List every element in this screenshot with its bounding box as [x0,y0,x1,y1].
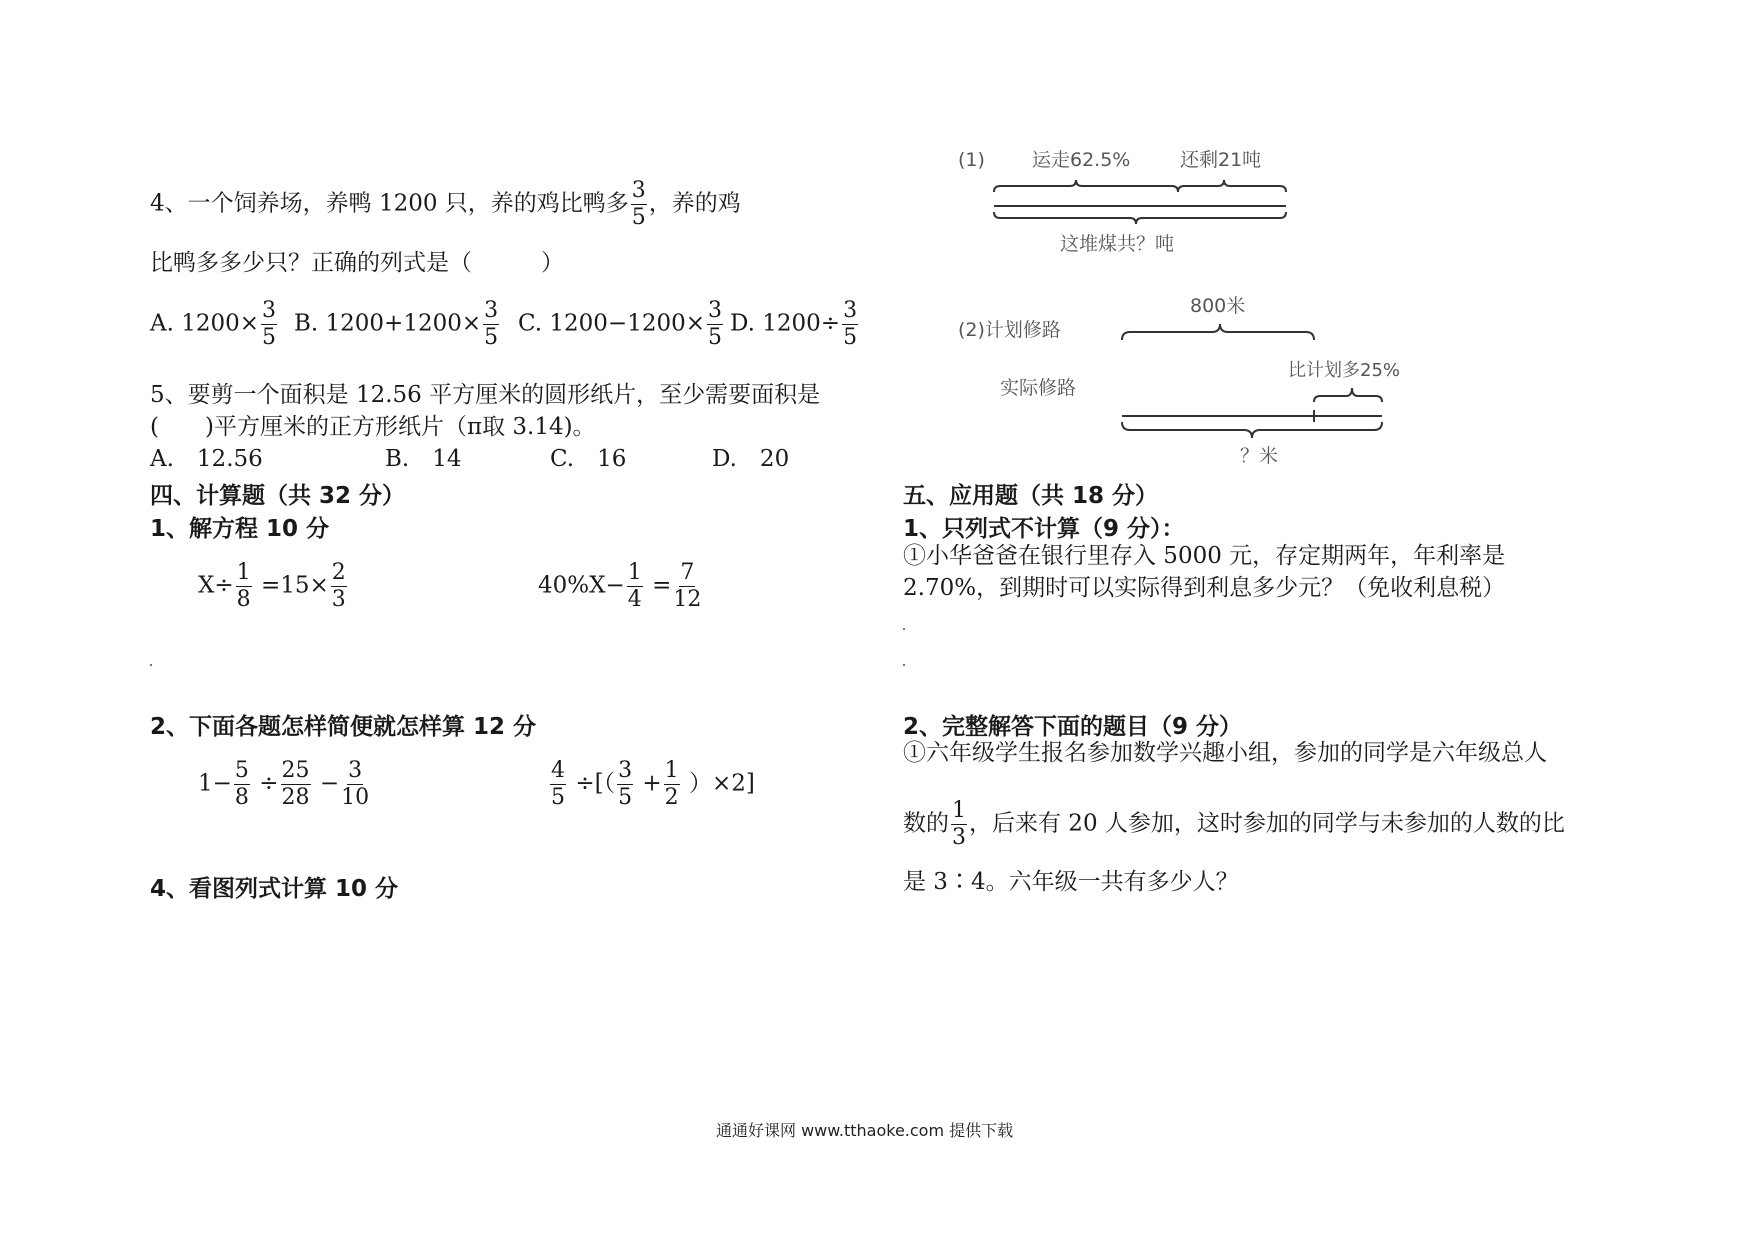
section5-title: 五、应用题（共 18 分） [903,483,1159,509]
q5-option-a: A. 12.56 [150,446,263,472]
diagram-1-label: (1) [958,149,985,171]
calc1-title: 1、解方程 10 分 [150,516,330,542]
equation-1: X÷ $\frac{1}{8}$ =15× $\frac{2}{3}$ [198,560,346,612]
diagram-1-top-right: 还剩21吨 [1180,149,1262,171]
q4-option-b: B. 1200+1200× $\frac{3}{5}$ [294,298,499,350]
q5-option-d: D. 20 [712,446,790,472]
q4-option-a: A. 1200× $\frac{3}{5}$ [150,298,277,350]
page-footer: 通通好课网 www.tthaoke.com 提供下载 [716,1121,1014,1140]
q4-line2: 比鸭多多少只？正确的列式是（ ） [150,250,564,276]
scan-dot [150,664,152,666]
q4-option-d: D. 1200÷ $\frac{3}{5}$ [730,298,858,350]
scan-dot [903,664,905,666]
q4-option-c: C. 1200−1200× $\frac{3}{5}$ [518,298,723,350]
diagram-2-plan-value: 800米 [1190,295,1246,317]
q4-line1: 4、一个饲养场，养鸭 1200 只，养的鸡比鸭多 $\frac{3}{5}$ ，养的鸡 [150,178,741,230]
fraction: $\frac{3}{5}$ [262,298,277,350]
fraction: $\frac{3}{5}$ [631,178,646,230]
fraction: $\frac{3}{10}$ [341,758,370,810]
fraction: $\frac{1}{4}$ [627,560,642,612]
q5-option-c: C. 16 [550,446,627,472]
diagram-2-more: 比计划多25% [1288,360,1401,381]
fraction: $\frac{25}{28}$ [281,758,310,810]
fraction: $\frac{5}{8}$ [234,758,249,810]
fraction: $\frac{7}{12}$ [673,560,702,612]
app2-line2: 数的 $\frac{1}{3}$ ，后来有 20 人参加，这时参加的同学与未参加的人数的比 [903,798,1565,850]
fraction: $\frac{1}{2}$ [664,758,679,810]
diagram-1-top-left: 运走62.5% [1032,149,1131,171]
diagram-2 [1122,324,1382,438]
fraction: $\frac{3}{5}$ [708,298,723,350]
fraction: $\frac{3}{5}$ [484,298,499,350]
diagram-2-bottom: ？米 [1240,445,1279,467]
diagram-2-label: (2)计划修路 [958,319,1061,341]
diagram-1 [994,180,1286,224]
app2-line3: 是 3∶4。六年级一共有多少人？ [903,869,1239,895]
section4-title: 四、计算题（共 32 分） [150,483,406,509]
app1-line2: 2.70%，到期时可以实际得到利息多少元？（免收利息税） [903,575,1506,601]
expression-2: $\frac{4}{5}$ ÷[（ $\frac{3}{5}$ + $\frac{1}{2}$ ）×2] [551,758,755,810]
q5-line2: ( )平方厘米的正方形纸片（π取 3.14)。 [150,414,596,440]
line-diagrams [950,140,1450,480]
scan-dot [903,628,905,630]
app1-line1: ①小华爸爸在银行里存入 5000 元，存定期两年，年利率是 [903,543,1506,569]
app2-line1: ①六年级学生报名参加数学兴趣小组，参加的同学是六年级总人 [903,740,1547,766]
fraction: $\frac{4}{5}$ [551,758,565,810]
fraction: $\frac{3}{5}$ [843,298,858,350]
app1-title: 1、只列式不计算（9 分）： [903,516,1185,542]
calc4-title: 4、看图列式计算 10 分 [150,876,399,902]
q5-option-b: B. 14 [385,446,462,472]
equation-2: 40%X− $\frac{1}{4}$ = $\frac{7}{12}$ [538,560,702,612]
calc2-title: 2、下面各题怎样简便就怎样算 12 分 [150,714,537,740]
fraction: $\frac{3}{5}$ [618,758,633,810]
expression-1: 1− $\frac{5}{8}$ ÷ $\frac{25}{28}$ − $\frac{3}{10}$ [198,758,370,810]
fraction: $\frac{1}{3}$ [952,798,966,850]
diagram-2-actual-label: 实际修路 [1000,377,1077,399]
fraction: $\frac{2}{3}$ [331,560,346,612]
q5-line1: 5、要剪一个面积是 12.56 平方厘米的圆形纸片，至少需要面积是 [150,382,821,408]
fraction: $\frac{1}{8}$ [236,560,251,612]
diagram-1-bottom: 这堆煤共？吨 [1060,233,1175,255]
app2-title: 2、完整解答下面的题目（9 分） [903,714,1243,740]
